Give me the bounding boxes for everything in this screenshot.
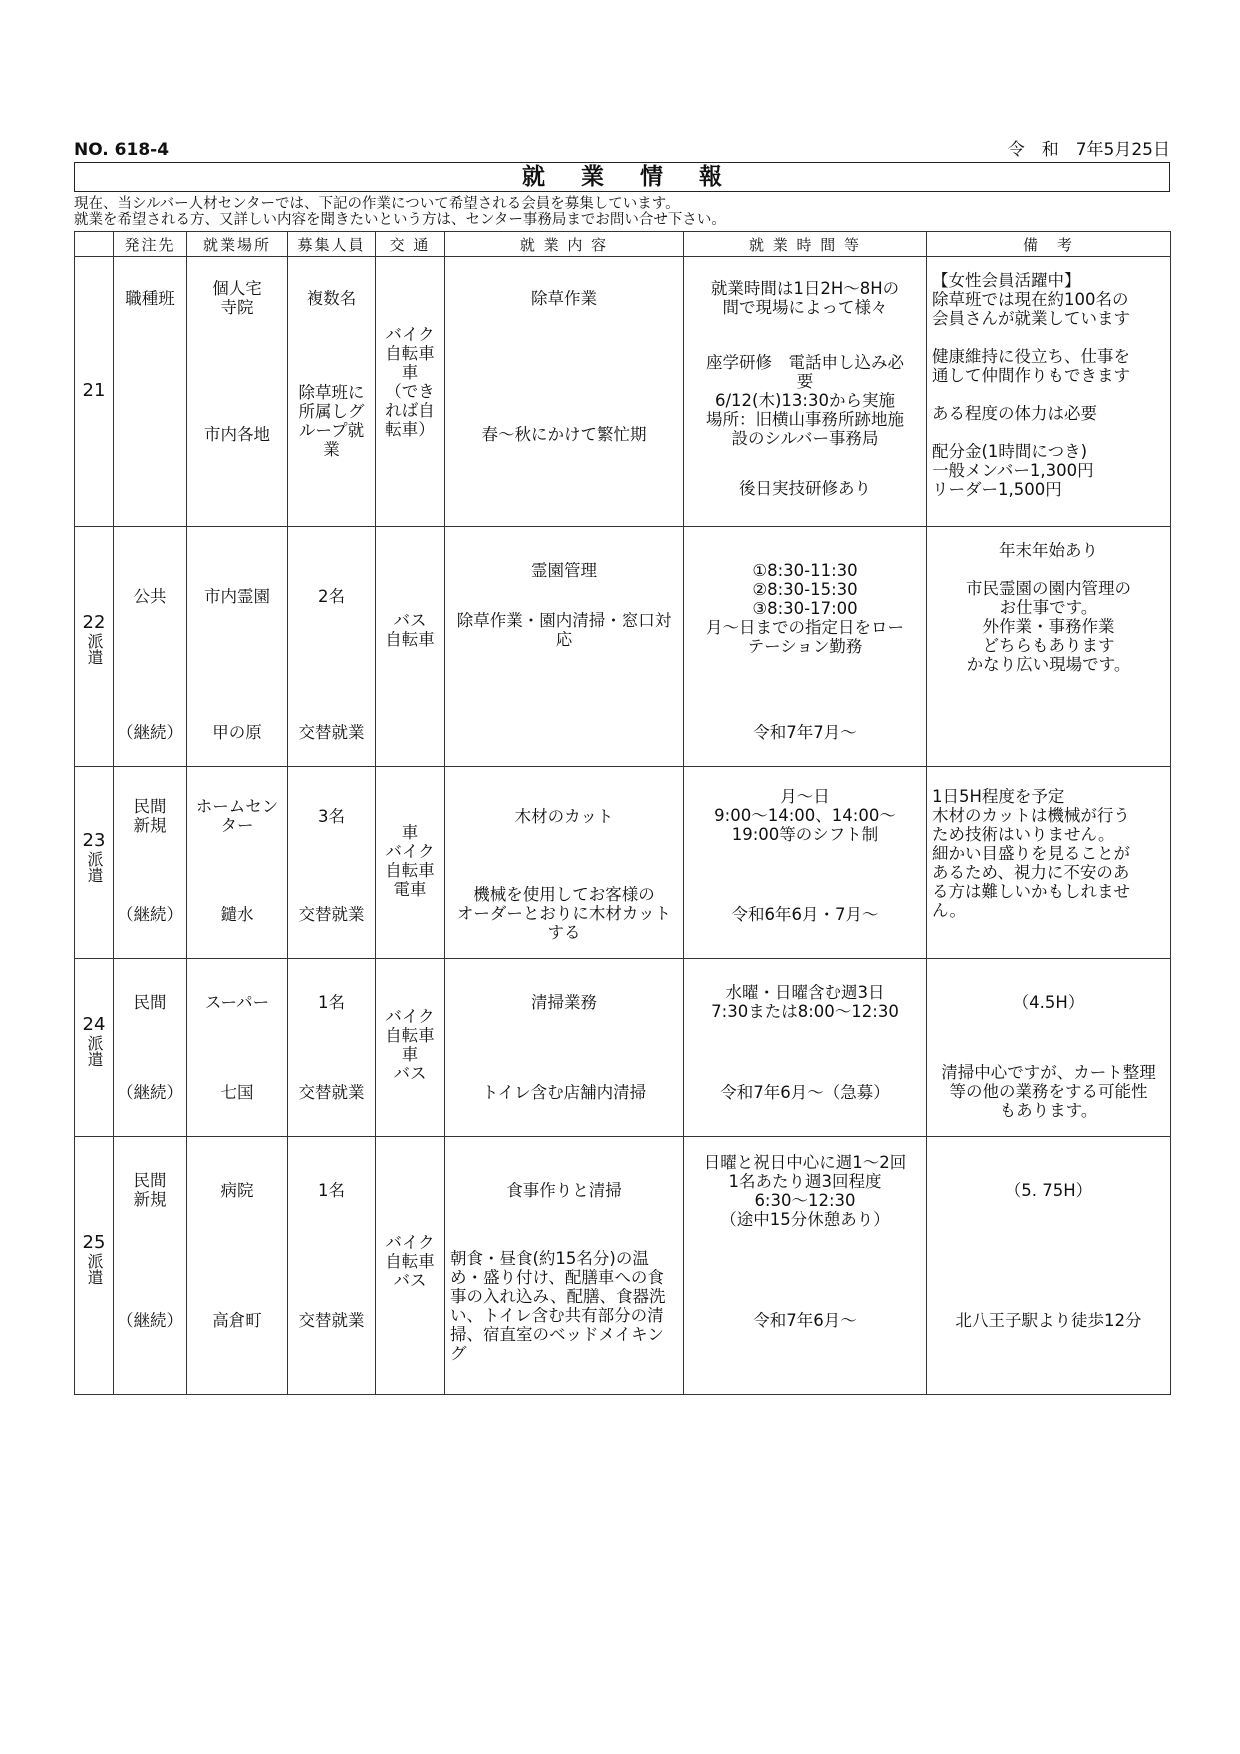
job-number: 23	[82, 830, 106, 851]
job-type: 派遣	[85, 1035, 104, 1067]
work-detail: 除草作業・園内清掃・窓口対 応	[456, 611, 672, 649]
location-cell	[187, 527, 288, 767]
location-cell	[187, 257, 288, 527]
transport: バス 自転車	[385, 611, 435, 649]
column-header-location: 就業場所	[187, 232, 288, 257]
remarks-cell	[927, 527, 1171, 767]
job-type: 派遣	[85, 633, 104, 665]
hours-cell	[684, 257, 927, 527]
hours: 月～日 9:00～14:00、14:00～ 19:00等のシフト制	[714, 787, 896, 844]
document-page	[74, 134, 1170, 1395]
document-date: 令 和 7年5月25日	[1007, 140, 1170, 160]
intro-text	[74, 196, 1170, 228]
work-cell	[445, 767, 684, 959]
job-number: 21	[82, 380, 106, 401]
column-header-hours: 就 業 時 間 等	[684, 232, 927, 257]
location-area: 鑓水	[220, 905, 254, 924]
location: スーパー	[204, 993, 270, 1012]
column-header-work: 就 業 内 容	[445, 232, 684, 257]
remarks: 1日5H程度を予定 木材のカットは機械が行う ため技術はいりません。 細かい目盛りを見ることが あるため、視力に不安のあ る方は難しいかもしれませ ん。	[932, 787, 1130, 920]
remarks-detail: 清掃中心ですが、カート整理 等の他の業務をする可能性 もあります。	[941, 1063, 1156, 1120]
job-type: 派遣	[85, 1253, 104, 1285]
transport-cell	[376, 527, 445, 767]
hours: ①8:30-11:30 ②8:30-15:30 ③8:30-17:00 月～日までの指定日をロー テーション勤務	[706, 561, 904, 656]
client: 民間 新規	[133, 1171, 167, 1209]
recruit-count: 2名	[318, 587, 345, 606]
location-cell	[187, 767, 288, 959]
job-number-cell	[75, 527, 114, 767]
hours: 日曜と祝日中心に週1～2回 1名あたり週3回程度 6:30～12:30 （途中15分休憩あり）	[703, 1153, 907, 1229]
job-number-cell	[75, 1137, 114, 1395]
count-cell	[288, 767, 376, 959]
job-number-block	[75, 613, 113, 665]
work-title: 清掃業務	[531, 993, 597, 1012]
hours-detail: 令和7年6月～	[753, 1311, 857, 1330]
column-header-client: 発注先	[114, 232, 187, 257]
transport-cell	[376, 767, 445, 959]
recruit-count: 3名	[318, 807, 345, 826]
transport-cell	[376, 959, 445, 1137]
count-note: 交替就業	[298, 1311, 365, 1330]
transport: バイク 自転車 車 バス	[385, 1007, 435, 1083]
table-row	[75, 959, 1171, 1137]
count-note: 交替就業	[298, 1083, 365, 1102]
location: 個人宅 寺院	[212, 279, 262, 317]
job-number-block	[75, 1015, 113, 1067]
column-header-count: 募集人員	[288, 232, 376, 257]
location-cell	[187, 959, 288, 1137]
client-cell	[114, 959, 187, 1137]
document-number: NO. 618-4	[74, 140, 170, 160]
transport-cell	[376, 257, 445, 527]
work-title: 食事作りと清掃	[506, 1181, 622, 1200]
job-number-cell	[75, 257, 114, 527]
header-row	[74, 134, 1170, 160]
table-header-row	[75, 232, 1171, 257]
location: ホームセン ター	[195, 797, 279, 835]
work-detail: 朝食・昼食(約15名分)の温 め・盛り付け、配膳車への食 事の入れ込み、配膳、食器洗 い、トイレ含む共有部分の清 掃、宿直室のベッドメイキン グ	[450, 1249, 666, 1363]
recruit-count: 1名	[318, 1181, 345, 1200]
remarks-cell	[927, 959, 1171, 1137]
location: 病院	[220, 1181, 254, 1200]
remarks-detail: 北八王子駅より徒歩12分	[955, 1311, 1142, 1330]
table-row	[75, 767, 1171, 959]
column-header-remarks: 備 考	[927, 232, 1171, 257]
remarks: 年末年始あり 市民霊園の園内管理の お仕事です。 外作業・事務作業 どちらもあります かなり広い現場です。	[966, 541, 1131, 674]
client: 民間 新規	[133, 797, 167, 835]
page-title: 就業情報	[522, 164, 758, 190]
location-cell	[187, 1137, 288, 1395]
count-note: 除草班に 所属しグ ループ就 業	[298, 383, 365, 459]
client-cell	[114, 767, 187, 959]
hours-detail: 令和7年6月～（急募）	[720, 1083, 890, 1102]
count-cell	[288, 257, 376, 527]
client-note: （継続）	[117, 1311, 183, 1330]
hours-detail: 令和7年7月～	[753, 723, 857, 742]
job-number-cell	[75, 767, 114, 959]
transport: バイク 自転車 車 （でき れば自 転車）	[385, 325, 435, 439]
table-row	[75, 527, 1171, 767]
location-area: 七国	[220, 1083, 254, 1102]
intro-line-2: 就業を希望される方、又詳しい内容を聞きたいという方は、センター事務局までお問い合せ下さい。	[74, 212, 726, 228]
hours-cell	[684, 959, 927, 1137]
remarks: （4.5H）	[1012, 993, 1085, 1012]
remarks-cell	[927, 1137, 1171, 1395]
remarks-cell	[927, 257, 1171, 527]
client: 民間	[133, 993, 167, 1012]
job-number-cell	[75, 959, 114, 1137]
location: 市内霊園	[204, 587, 270, 606]
job-number-block	[75, 831, 113, 883]
recruit-count: 複数名	[306, 289, 357, 308]
location-area: 市内各地	[204, 425, 270, 444]
client-cell	[114, 1137, 187, 1395]
client-cell	[114, 527, 187, 767]
work-detail: トイレ含む店舗内清掃	[481, 1083, 647, 1102]
page-title-box	[74, 162, 1170, 192]
work-title: 木材のカット	[514, 807, 614, 826]
work-title: 除草作業	[531, 289, 597, 308]
transport: 車 バイク 自転車 電車	[385, 823, 435, 899]
job-number-block	[75, 1233, 113, 1285]
count-cell	[288, 1137, 376, 1395]
client-note: （継続）	[117, 723, 183, 742]
hours: 就業時間は1日2H～8Hの 間で現場によって様々	[710, 279, 900, 317]
hours-detail-2: 後日実技研修あり	[739, 479, 871, 498]
work-detail: 機械を使用してお客様の オーダーとおりに木材カット する	[456, 885, 672, 942]
hours-detail: 令和6年6月・7月～	[731, 905, 879, 924]
table-row	[75, 257, 1171, 527]
work-title: 霊園管理	[531, 561, 597, 580]
location-area: 甲の原	[212, 723, 262, 742]
work-cell	[445, 257, 684, 527]
remarks: （5. 75H）	[1004, 1181, 1093, 1200]
jobs-table	[74, 231, 1171, 1395]
job-number: 25	[82, 1232, 106, 1253]
recruit-count: 1名	[318, 993, 345, 1012]
client-note: （継続）	[117, 1083, 183, 1102]
hours-cell	[684, 527, 927, 767]
count-cell	[288, 959, 376, 1137]
count-note: 交替就業	[298, 905, 365, 924]
work-cell	[445, 527, 684, 767]
count-cell	[288, 527, 376, 767]
count-note: 交替就業	[298, 723, 365, 742]
hours-cell	[684, 767, 927, 959]
table-row	[75, 1137, 1171, 1395]
job-number: 22	[82, 612, 106, 633]
work-cell	[445, 1137, 684, 1395]
job-number: 24	[82, 1014, 106, 1035]
intro-line-1: 現在、当シルバー人材センターでは、下記の作業について希望される会員を募集しています。	[74, 196, 680, 212]
hours: 水曜・日曜含む週3日 7:30または8:00～12:30	[711, 983, 899, 1021]
job-type: 派遣	[85, 851, 104, 883]
work-detail: 春～秋にかけて繁忙期	[481, 425, 647, 444]
hours-detail: 座学研修 電話申し込み必 要 6/12(木)13:30から実施 場所：旧横山事務所跡地施 設のシルバー事務局	[706, 353, 904, 448]
column-header-no	[75, 232, 114, 257]
transport: バイク 自転車 バス	[385, 1233, 435, 1290]
location-area: 高倉町	[212, 1311, 262, 1330]
hours-cell	[684, 1137, 927, 1395]
remarks-cell	[927, 767, 1171, 959]
client: 職種班	[125, 289, 175, 308]
column-header-transport: 交 通	[376, 232, 445, 257]
client-note: （継続）	[117, 905, 183, 924]
remarks: 【女性会員活躍中】 除草班では現在約100名の 会員さんが就業しています 健康維持に役立ち、仕事を 通して仲間作りもできます ある程度の体力は必要 配分金(1時間につき) 一般メンバー1,300円 リーダー1,500円	[932, 271, 1130, 499]
client: 公共	[133, 587, 167, 606]
client-cell	[114, 257, 187, 527]
work-cell	[445, 959, 684, 1137]
transport-cell	[376, 1137, 445, 1395]
